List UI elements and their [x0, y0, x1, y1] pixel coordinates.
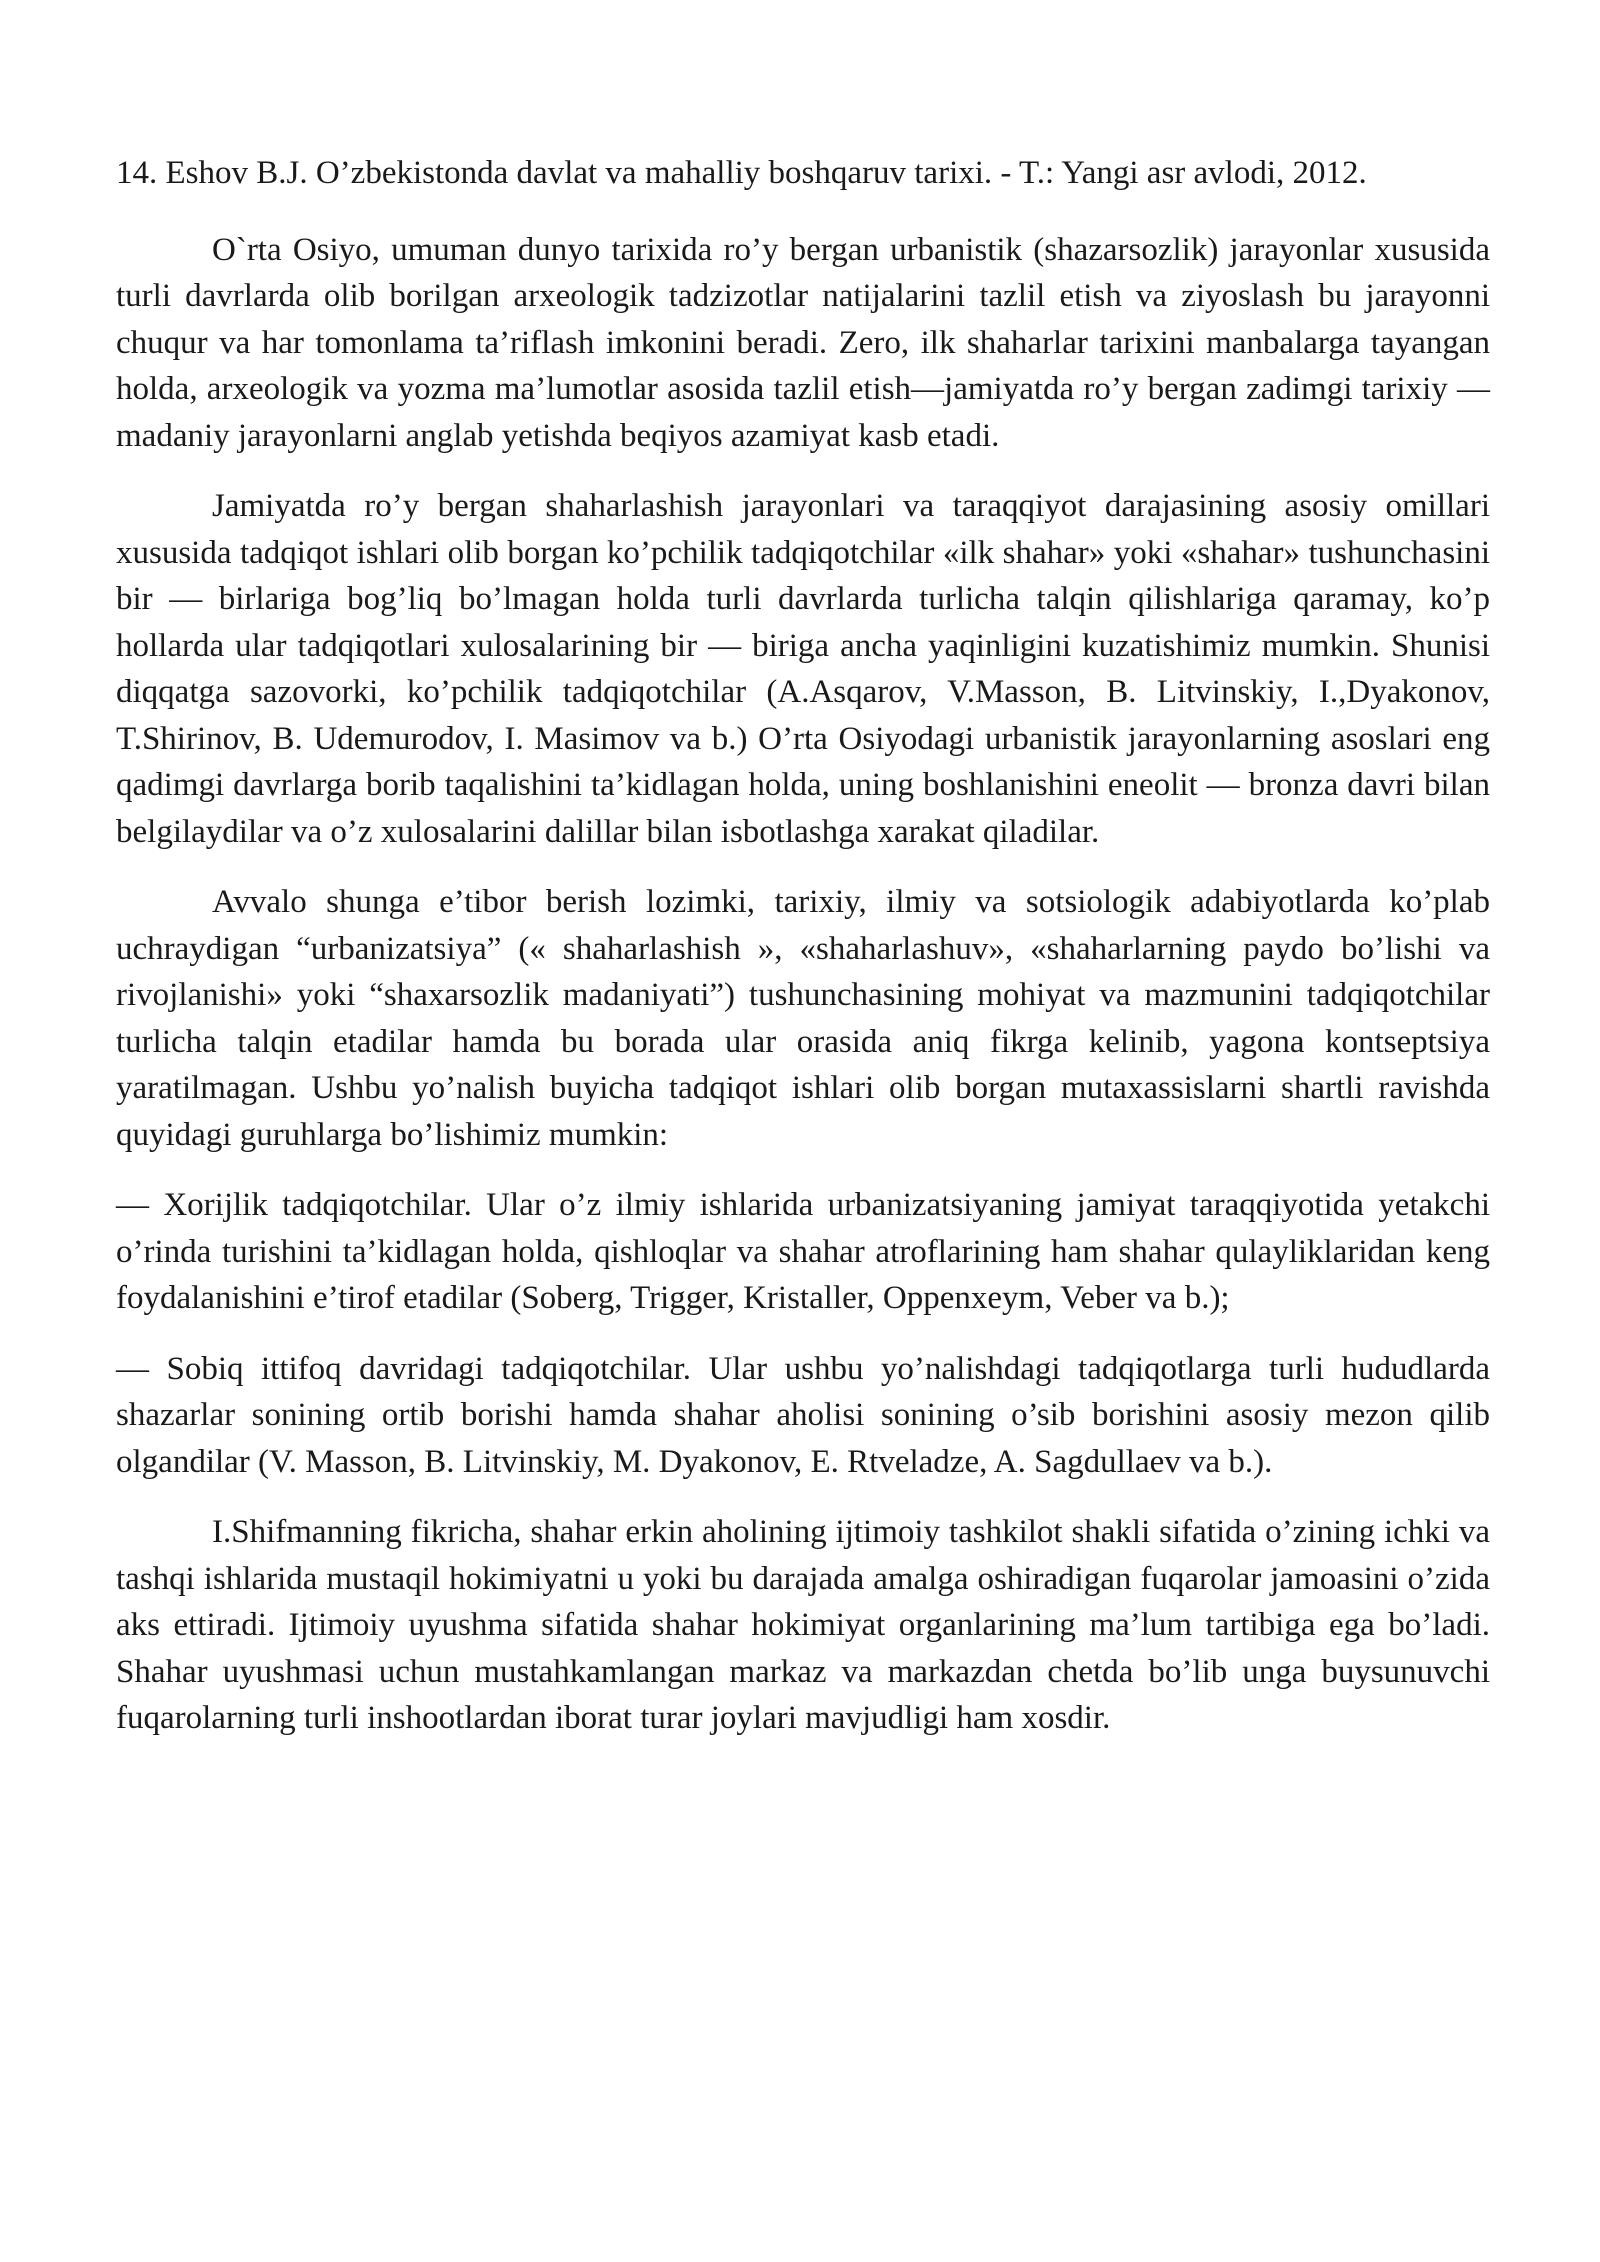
bibliography-reference: 14. Eshov B.J. O’zbekistonda davlat va mahalliy boshqaruv tarixi. - T.: Yangi asr avlodi, 2012.: [116, 155, 1367, 191]
list-item-soviet-researchers: — Sobiq ittifoq davridagi tadqiqotchilar. Ular ushbu yo’nalishdagi tadqiqotlarga turli hududlarda shazarlar sonining ortib borishi hamda shahar aholisi sonining o’sib borishini asosiy mezon qilib olgandilar (V. Masson, B. Litvinskiy, M. Dyakonov, E. Rtveladze, A. Sagdullaev va b.).: [116, 1350, 1490, 1480]
paragraph-shifman-opinion: I.Shifmanning fikricha, shahar erkin aholining ijtimoiy tashkilot shakli sifatida o’zining ichki va tashqi ishlarida mustaqil hokimiyatni u yoki bu darajada amalga oshiradigan fuqarolar jamoasini o’zida aks ettiradi. Ijtimoiy uyushma sifatida shahar hokimiyat organlarining ma’lum tartibiga ega bo’ladi. Shahar uyushmasi uchun mustahkamlangan markaz va markazdan chetda bo’lib unga buysunuvchi fuqarolarning turli inshootlardan iborat turar joylari mavjudligi ham xosdir.: [116, 1514, 1490, 1736]
list-item-foreign-researchers: — Xorijlik tadqiqotchilar. Ular o’z ilmiy ishlarida urbanizatsiyaning jamiyat taraqqiyotida yetakchi o’rinda turishini ta’kidlagan holda, qishloqlar va shahar atroflarining ham shahar qulayliklaridan keng foydalanishini e’tirof etadilar (Soberg, Trigger, Kristaller, Oppenxeym, Veber va b.);: [116, 1187, 1490, 1316]
paragraph-urbanistic-processes: O`rta Osiyo, umuman dunyo tarixida ro’y bergan urbanistik (shazarsozlik) jarayonlar xususida turli davrlarda olib borilgan arxeologik tadzizotlar natijalarini tazlil etish va ziyoslash bu jarayonni chuqur va har tomonlama ta’riflash imkonini beradi. Zero, ilk shaharlar tarixini manbalarga tayangan holda, arxeologik va yozma ma’lumotlar asosida tazlil etish—jamiyatda ro’y bergan zadimgi tarixiy — madaniy jarayonlarni anglab yetishda beqiyos azamiyat kasb etadi.: [116, 231, 1490, 454]
paragraph-urbanization-factors: Jamiyatda ro’y bergan shaharlashish jarayonlari va taraqqiyot darajasining asosiy omillari xususida tadqiqot ishlari olib borgan ko’pchilik tadqiqotchilar «ilk shahar» yoki «shahar» tushunchasini bir — birlariga bog’liq bo’lmagan holda turli davrlarda turlicha talqin qilishlariga qaramay, ko’p hollarda ular tadqiqotlari xulosalarining bir — biriga ancha yaqinligini kuzatishimiz mumkin. Shunisi diqqatga sazovorki, ko’pchilik tadqiqotchilar (A.Asqarov, V.Masson, B. Litvinskiy, I.,Dyakonov, T.Shirinov, B. Udemurodov, I. Masimov va b.) O’rta Osiyodagi urbanistik jarayonlarning asoslari eng qadimgi davrlarga borib taqalishini ta’kidlagan holda, uning boshlanishini eneolit — bronza davri bilan belgilaydilar va o’z xulosalarini dalillar bilan isbotlashga xarakat qiladilar.: [116, 488, 1490, 850]
paragraph-urbanization-concept: Avvalo shunga e’tibor berish lozimki, tarixiy, ilmiy va sotsiologik adabiyotlarda ko’plab uchraydigan “urbanizatsiya” (« shaharlashish », «shaharlashuv», «shaharlarning paydo bo’lishi va rivojlanishi» yoki “shaxarsozlik madaniyati”) tushunchasining mohiyat va mazmunini tadqiqotchilar turlicha talqin etadilar hamda bu borada ular orasida aniq fikrga kelinib, yagona kontseptsiya yaratilmagan. Ushbu yo’nalish buyicha tadqiqot ishlari olib borgan mutaxassislarni shartli ravishda quyidagi guruhlarga bo’lishimiz mumkin:: [116, 884, 1490, 1153]
document-page: [116, 150, 1490, 1766]
